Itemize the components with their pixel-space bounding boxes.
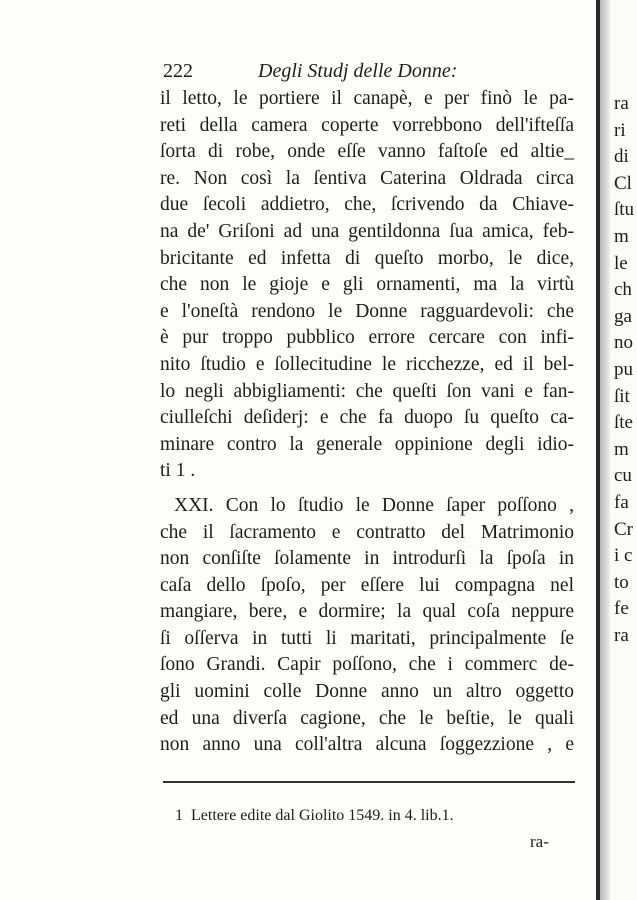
gutter-shadow bbox=[600, 0, 610, 900]
next-page-line-fragment: ra bbox=[614, 93, 629, 114]
next-page-line-fragment: m bbox=[614, 438, 629, 460]
text-line: e l'oneſtà rendono le Donne ragguardevoli: che bbox=[160, 300, 574, 322]
next-page-line-fragment: ri bbox=[614, 119, 626, 141]
next-page-fragment bbox=[614, 91, 637, 649]
next-page-line-fragment: cu bbox=[614, 465, 632, 487]
text-line: re. Non così la ſentiva Caterina Oldrada circa bbox=[160, 167, 574, 189]
text-line: minare contro la generale oppinione degli idio- bbox=[160, 433, 574, 455]
text-line: ſi oſſerva in tutti li maritati, principalmente ſe bbox=[160, 627, 574, 649]
text-line: gli uomini colle Donne anno un altro oggetto bbox=[160, 681, 574, 703]
text-line: bricitante ed infetta di queſto morbo, le dice, bbox=[160, 247, 574, 269]
footnote bbox=[175, 807, 454, 825]
text-line: che il ſacramento e contratto del Matrimonio bbox=[160, 521, 574, 543]
footnote-rule bbox=[163, 781, 575, 783]
text-line: ed una diverſa cagione, che le beſtie, le quali bbox=[160, 707, 574, 729]
text-line: il letto, le portiere il canapè, e per finò le pa- bbox=[160, 88, 574, 109]
next-page-line-fragment: Cl bbox=[614, 172, 632, 194]
next-page-line-fragment: fe bbox=[614, 598, 629, 620]
text-line: XXI. Con lo ſtudio le Donne ſaper poſſono , bbox=[174, 494, 574, 516]
footnote-text: Lettere edite dal Giolito 1549. in 4. lib.1. bbox=[191, 807, 454, 824]
next-page-line-fragment: ſit bbox=[614, 385, 630, 407]
next-page-line-fragment: di bbox=[614, 146, 629, 168]
text-line: mangiare, bere, e dormire; la qual coſa neppure bbox=[160, 601, 574, 623]
next-page-line-fragment: ſtu bbox=[614, 199, 635, 221]
page-number: 222 bbox=[163, 60, 193, 82]
text-line: è pur troppo pubblico errore cercare con infi- bbox=[160, 327, 574, 349]
running-title: Degli Studj delle Donne: bbox=[258, 60, 458, 82]
text-line: na de' Griſoni ad una gentildonna ſua amica, feb- bbox=[160, 220, 574, 242]
text-line: lo negli abbigliamenti: che queſti ſon vani e fan- bbox=[160, 380, 574, 402]
body-text bbox=[160, 86, 574, 759]
text-line: caſa dello ſpoſo, per eſſere lui compagna nel bbox=[160, 574, 574, 596]
text-line: non conſiſte ſolamente in introdurſi la ſpoſa in bbox=[160, 548, 574, 570]
text-line: ſorta di robe, onde eſſe vanno faſtoſe ed altie_ bbox=[160, 141, 574, 163]
text-line: non anno una coll'altra alcuna ſoggezzione , e bbox=[160, 734, 574, 756]
text-line: nito ſtudio e ſollecitudine le ricchezze, ed il bel- bbox=[160, 353, 574, 375]
next-page-line-fragment: ſte bbox=[614, 412, 633, 434]
next-page-line-fragment: fa bbox=[614, 491, 629, 513]
next-page-line-fragment: ga bbox=[614, 305, 632, 327]
next-page-line-fragment: i c bbox=[614, 545, 633, 567]
text-line: ti 1 . bbox=[160, 460, 196, 482]
next-page-line-fragment: m bbox=[614, 225, 629, 247]
text-line: ciulleſchi deſiderj: e che fa duopo ſu queſto ca- bbox=[160, 407, 574, 429]
next-page-line-fragment: pu bbox=[614, 358, 633, 380]
text-line: reti della camera coperte vorrebbono dell'ifteſſa bbox=[160, 114, 574, 136]
text-line: ſono Grandi. Capir poſſono, che i commerc de- bbox=[160, 654, 574, 676]
text-line: due ſecoli addietro, che, ſcrivendo da Chiave- bbox=[160, 194, 574, 216]
text-line: che non le gioje e gli ornamenti, ma la virtù bbox=[160, 274, 574, 296]
next-page-line-fragment: le bbox=[614, 252, 628, 274]
next-page-line-fragment: ra bbox=[614, 624, 629, 646]
catchword: ra- bbox=[530, 832, 549, 851]
next-page-line-fragment: to bbox=[614, 571, 629, 593]
next-page-line-fragment: ch bbox=[614, 279, 632, 301]
next-page-line-fragment: Cr bbox=[614, 518, 633, 540]
next-page-line-fragment: no bbox=[614, 332, 633, 354]
footnote-mark: 1 bbox=[175, 807, 183, 824]
